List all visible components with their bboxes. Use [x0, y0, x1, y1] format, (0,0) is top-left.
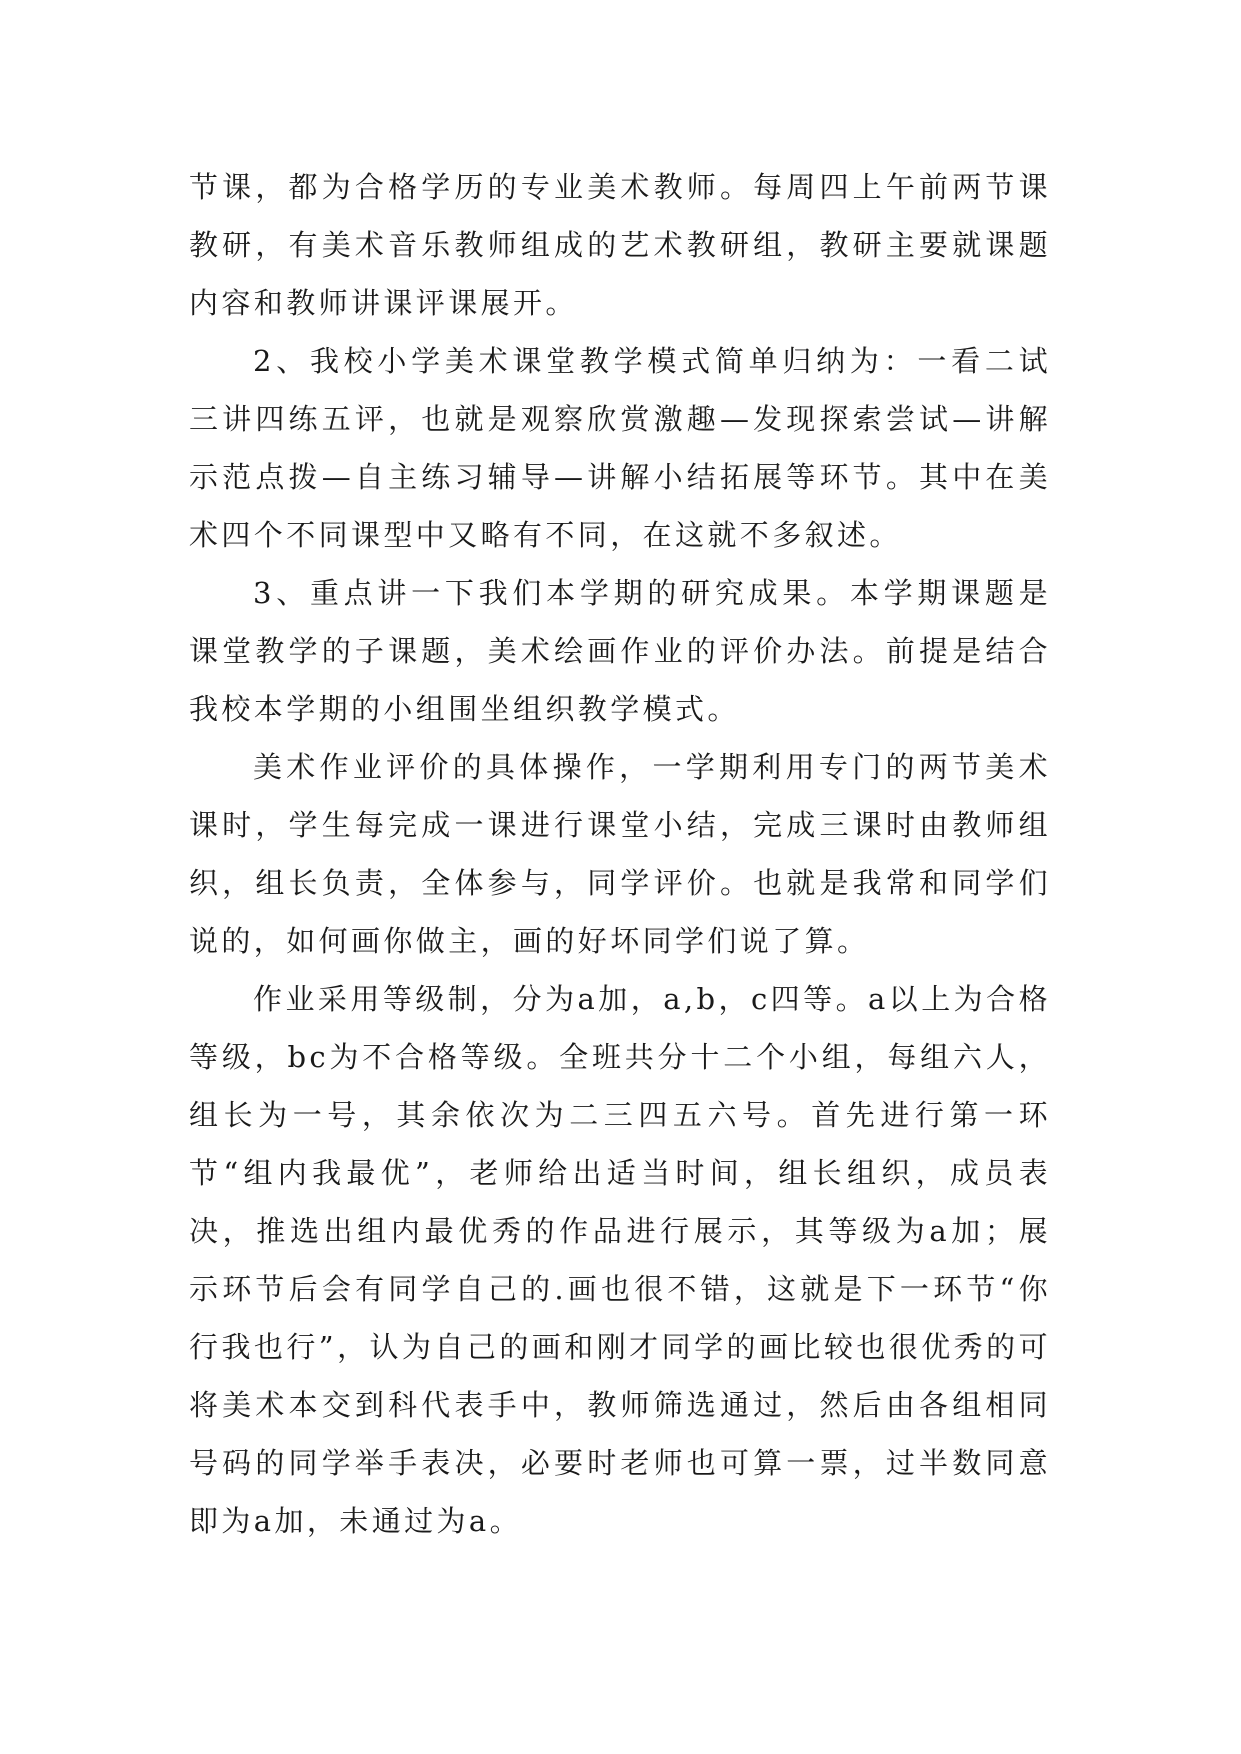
document-body — [189, 158, 1051, 1550]
paragraph-3: 3、重点讲一下我们本学期的研究成果。本学期课题是课堂教学的子课题，美术绘画作业的评价办法。前提是结合我校本学期的小组围坐组织教学模式。 — [189, 576, 1051, 726]
paragraph-2: 2、我校小学美术课堂教学模式简单归纳为：一看二试三讲四练五评，也就是观察欣赏激趣—发现探索尝试—讲解示范点拨—自主练习辅导—讲解小结拓展等环节。其中在美术四个不同课型中又略有不同，在这就不多叙述。 — [189, 344, 1051, 552]
paragraph-4: 美术作业评价的具体操作，一学期利用专门的两节美术课时，学生每完成一课进行课堂小结，完成三课时由教师组织，组长负责，全体参与，同学评价。也就是我常和同学们说的，如何画你做主，画的好坏同学们说了算。 — [189, 750, 1051, 958]
paragraph-1: 节课，都为合格学历的专业美术教师。每周四上午前两节课教研，有美术音乐教师组成的艺术教研组，教研主要就课题内容和教师讲课评课展开。 — [189, 170, 1051, 320]
paragraph-5: 作业采用等级制，分为a加，a,b，c四等。a以上为合格等级，bc为不合格等级。全班共分十二个小组，每组六人，组长为一号，其余依次为二三四五六号。首先进行第一环节“组内我最优”，老师给出适当时间，组长组织，成员表决，推选出组内最优秀的作品进行展示，其等级为a加；展示环节后会有同学自己的.画也很不错，这就是下一环节“你行我也行”，认为自己的画和刚才同学的画比较也很优秀的可将美术本交到科代表手中，教师筛选通过，然后由各组相同号码的同学举手表决，必要时老师也可算一票，过半数同意即为a加，未通过为a。 — [189, 982, 1051, 1538]
